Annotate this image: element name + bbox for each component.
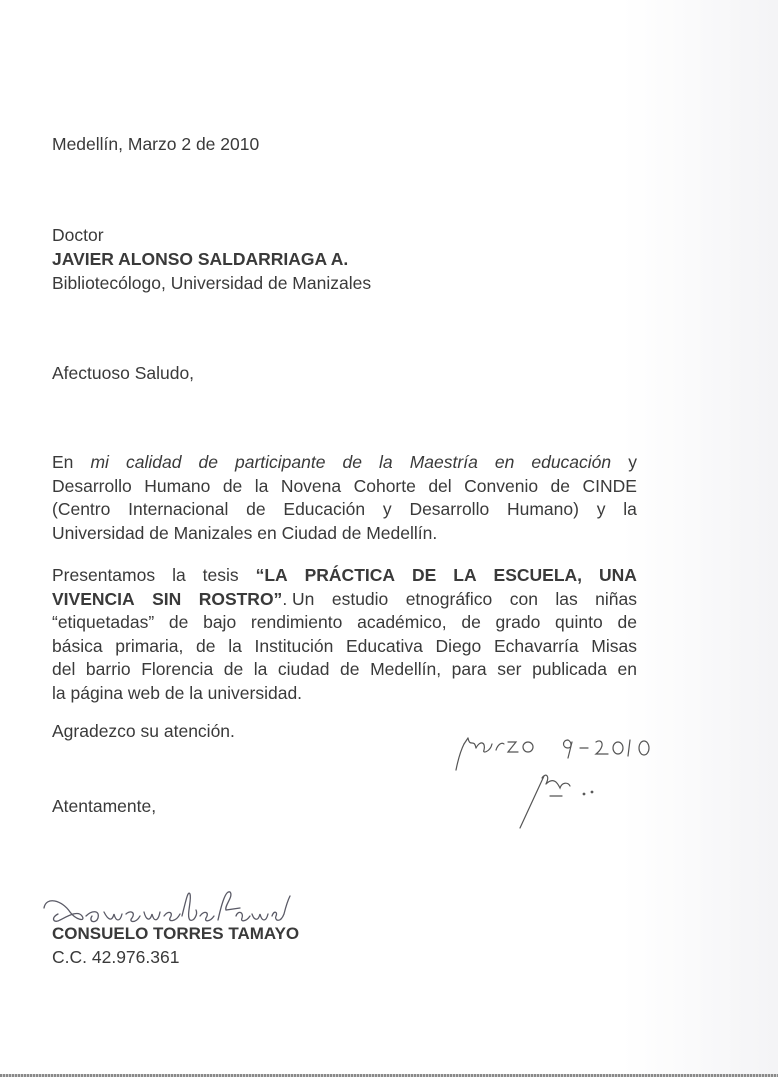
word: de: [246, 499, 266, 519]
word: (Centro: [52, 499, 111, 519]
word: de: [340, 659, 360, 679]
word: Desarrollo: [52, 475, 132, 496]
word: del: [52, 659, 76, 679]
word: niñas: [595, 588, 637, 609]
recipient-title: Doctor: [52, 225, 104, 245]
word: etnográfico: [405, 588, 493, 609]
word: y: [382, 499, 392, 519]
word: académico,: [357, 612, 447, 632]
word: Medellín,: [370, 659, 442, 679]
thesis-title-word: LA: [453, 565, 477, 585]
word: la: [623, 499, 637, 519]
paragraph-2-line: [52, 658, 637, 682]
thesis-title-word: SIN: [152, 588, 182, 609]
thesis-title-word: ESCUELA,: [493, 565, 583, 585]
word: Educación: [283, 499, 366, 519]
word: la página web de la universidad.: [52, 682, 303, 703]
paragraph-1: [52, 451, 637, 545]
received-note-date: Marzo 9-2010: [450, 728, 457, 729]
word: de: [168, 612, 189, 632]
word: educación: [531, 452, 612, 472]
word: la: [172, 565, 186, 585]
word: de: [223, 659, 244, 679]
thesis-title-word: PRÁCTICA: [304, 565, 396, 585]
word: bajo: [203, 612, 237, 632]
word: Humano): [506, 499, 579, 519]
word: CINDE: [582, 475, 637, 496]
signature-text: Consuelo Torres: [40, 886, 48, 887]
word: Maestría: [409, 452, 478, 472]
word: quinto: [555, 612, 603, 632]
word: de: [342, 452, 362, 472]
word: Presentamos: [52, 565, 156, 585]
thesis-title-word: “LA: [255, 565, 288, 585]
word: Echavarría: [493, 635, 579, 656]
word: de: [196, 635, 216, 656]
word: Misas: [591, 635, 637, 656]
word: Humano: [144, 475, 211, 496]
paragraph-2-line: [52, 588, 637, 612]
recipient-position: Bibliotecólogo, Universidad de Manizales: [52, 273, 372, 293]
thesis-title-word: ROSTRO”: [198, 588, 283, 609]
word: Educativa: [346, 635, 423, 656]
paragraph-1-line: [52, 522, 637, 546]
handwritten-received-note: [450, 728, 660, 838]
word: estudio: [331, 588, 389, 609]
closing-line: Atentamente,: [52, 796, 157, 816]
paragraph-2-line: [52, 564, 637, 588]
paragraph-2-line: [52, 635, 637, 659]
word: grado: [495, 612, 541, 632]
word: Convenio: [464, 475, 539, 496]
word: en: [617, 659, 637, 679]
word: la: [379, 452, 393, 472]
thesis-title-end: [199, 588, 315, 612]
word: En: [52, 452, 74, 472]
word: rendimiento: [250, 612, 343, 632]
word: y: [596, 499, 606, 519]
word: en: [494, 452, 515, 472]
word: calidad: [125, 452, 182, 472]
greeting: Afectuoso Saludo,: [52, 363, 195, 383]
word: Diego: [435, 635, 482, 656]
word: barrio: [85, 659, 131, 679]
word: Universidad de Manizales en Ciudad de Medellín.: [52, 522, 438, 543]
word: para: [451, 659, 487, 679]
word: publicada: [532, 659, 607, 679]
word: de: [550, 475, 570, 496]
word: la: [253, 659, 268, 679]
word: Institución: [254, 635, 334, 656]
word: y: [628, 452, 637, 472]
word: participante: [235, 452, 326, 472]
signer-name: CONSUELO TORRES TAMAYO: [52, 924, 300, 943]
word: tesis: [202, 565, 239, 585]
thesis-title-word: VIVENCIA: [52, 588, 135, 609]
word: Internacional: [128, 499, 229, 519]
word: con: [509, 588, 538, 609]
paragraph-2-line: [52, 611, 637, 635]
word: básica: [52, 635, 103, 656]
word: de: [198, 452, 218, 472]
word: Florencia: [141, 659, 214, 679]
signer-id: C.C. 42.976.361: [52, 947, 180, 967]
word: de: [617, 612, 637, 632]
paragraph-1-line: [52, 451, 637, 475]
word: la: [228, 635, 242, 656]
word: del: [428, 475, 452, 496]
word: ciudad: [277, 659, 330, 679]
word: ser: [497, 659, 522, 679]
word: Desarrollo: [409, 499, 490, 519]
word: de: [461, 612, 481, 632]
paragraph-2-line: [52, 682, 637, 706]
paragraph-1-line: [52, 498, 637, 522]
word: “etiquetadas”: [52, 612, 155, 632]
thesis-title-word: DE: [411, 565, 437, 585]
word: . Un: [282, 588, 315, 609]
word: mi: [90, 452, 109, 472]
paragraph-1-line: [52, 475, 637, 499]
word: Novena: [280, 475, 342, 496]
word: las: [555, 588, 578, 609]
word: primaria,: [115, 635, 184, 656]
place-date: Medellín, Marzo 2 de 2010: [52, 134, 260, 154]
recipient-name: JAVIER ALONSO SALDARRIAGA A.: [52, 249, 349, 269]
word: de: [222, 475, 243, 496]
paragraph-2: [52, 564, 637, 705]
word: Cohorte: [353, 475, 416, 496]
thesis-title-word: UNA: [598, 565, 637, 585]
word: la: [254, 475, 269, 496]
thanks-line: Agradezco su atención.: [52, 721, 235, 741]
